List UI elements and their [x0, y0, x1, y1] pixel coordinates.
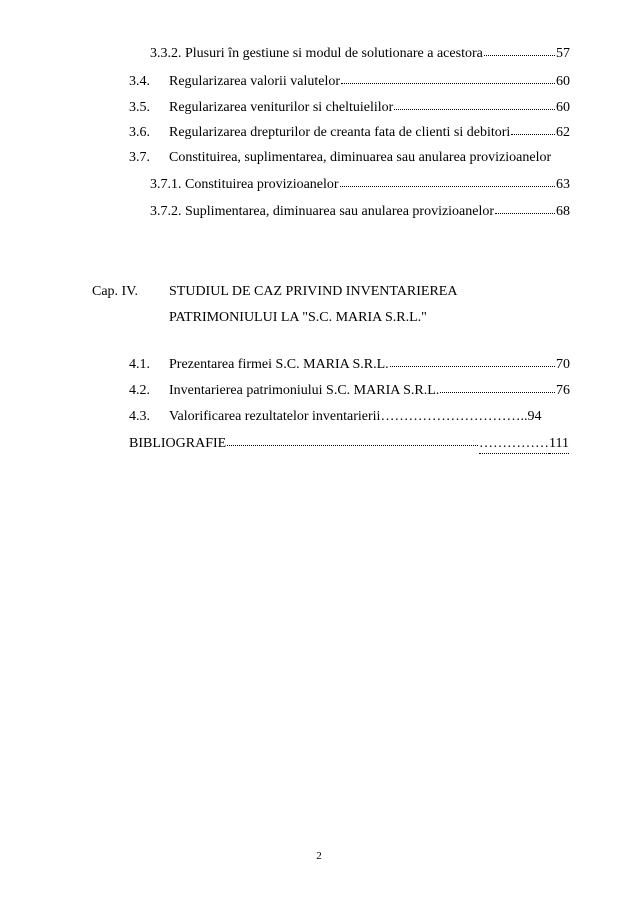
- toc-dots: …………………………..: [380, 409, 528, 424]
- toc-leader: [390, 366, 555, 367]
- toc-entry-3-4: [129, 73, 570, 91]
- toc-entry-4-1: [129, 356, 570, 374]
- toc-title: 3.3.2. Plusuri în gestiune si modul de solutionare a acestora: [150, 46, 483, 61]
- toc-entry-bibliography: [129, 435, 569, 454]
- chapter-title-line-1: STUDIUL DE CAZ PRIVIND INVENTARIEREA: [169, 284, 458, 299]
- toc-page: 60: [556, 74, 570, 89]
- toc-title: Valorificarea rezultatelor inventarierii: [169, 409, 381, 424]
- page-number: 2: [316, 850, 322, 862]
- toc-dots: ……………: [479, 435, 549, 454]
- toc-page: 63: [556, 177, 570, 192]
- toc-entry-3-7-1: [150, 176, 570, 194]
- toc-leader: [394, 109, 555, 110]
- toc-title: Regularizarea veniturilor si cheltuielilor: [169, 100, 394, 115]
- chapter-title-line-2: PATRIMONIULUI LA "S.C. MARIA S.R.L.": [169, 310, 427, 325]
- toc-leader: [495, 213, 555, 214]
- toc-number: 3.7.: [129, 150, 150, 165]
- chapter-heading-line-1: [92, 283, 457, 301]
- toc-page: 68: [556, 204, 570, 219]
- toc-number: 4.3.: [129, 409, 150, 424]
- toc-title: Regularizarea valorii valutelor: [169, 74, 341, 89]
- toc-number: 4.1.: [129, 357, 150, 372]
- toc-number: 4.2.: [129, 383, 150, 398]
- toc-entry-3-3-2: [150, 45, 570, 63]
- toc-number: 3.6.: [129, 125, 150, 140]
- toc-entry-4-3: [129, 408, 579, 426]
- toc-entry-3-5: [129, 99, 570, 117]
- toc-page: 76: [556, 383, 570, 398]
- chapter-heading-line-2: [169, 309, 427, 327]
- toc-number: 3.5.: [129, 100, 150, 115]
- toc-entry-4-2: [129, 382, 570, 400]
- toc-page: 60: [556, 100, 570, 115]
- toc-page: 70: [556, 357, 570, 372]
- toc-entry-3-6: [129, 124, 570, 142]
- toc-leader: [484, 55, 555, 56]
- toc-number: 3.4.: [129, 74, 150, 89]
- toc-leader: [227, 445, 478, 446]
- toc-title: Regularizarea drepturilor de creanta fata de clienti si debitori: [169, 125, 511, 140]
- toc-title: Constituirea, suplimentarea, diminuarea sau anularea provizioanelor: [169, 150, 552, 165]
- toc-leader: [341, 83, 555, 84]
- toc-page: 62: [556, 125, 570, 140]
- toc-page: 57: [556, 46, 570, 61]
- toc-page: 111: [549, 435, 569, 454]
- toc-title: BIBLIOGRAFIE: [129, 436, 227, 451]
- toc-page: 94: [527, 409, 542, 424]
- toc-entry-3-7: [129, 149, 589, 167]
- toc-title: Prezentarea firmei S.C. MARIA S.R.L.: [169, 357, 389, 372]
- toc-title: 3.7.2. Suplimentarea, diminuarea sau anularea provizioanelor: [150, 204, 495, 219]
- chapter-label: Cap. IV.: [92, 284, 139, 299]
- toc-leader: [440, 392, 555, 393]
- toc-title: Inventarierea patrimoniului S.C. MARIA S.R.L.: [169, 383, 440, 398]
- toc-entry-3-7-2: [150, 203, 570, 221]
- toc-leader: [340, 186, 555, 187]
- toc-title: 3.7.1. Constituirea provizioanelor: [150, 177, 339, 192]
- toc-leader: [511, 134, 555, 135]
